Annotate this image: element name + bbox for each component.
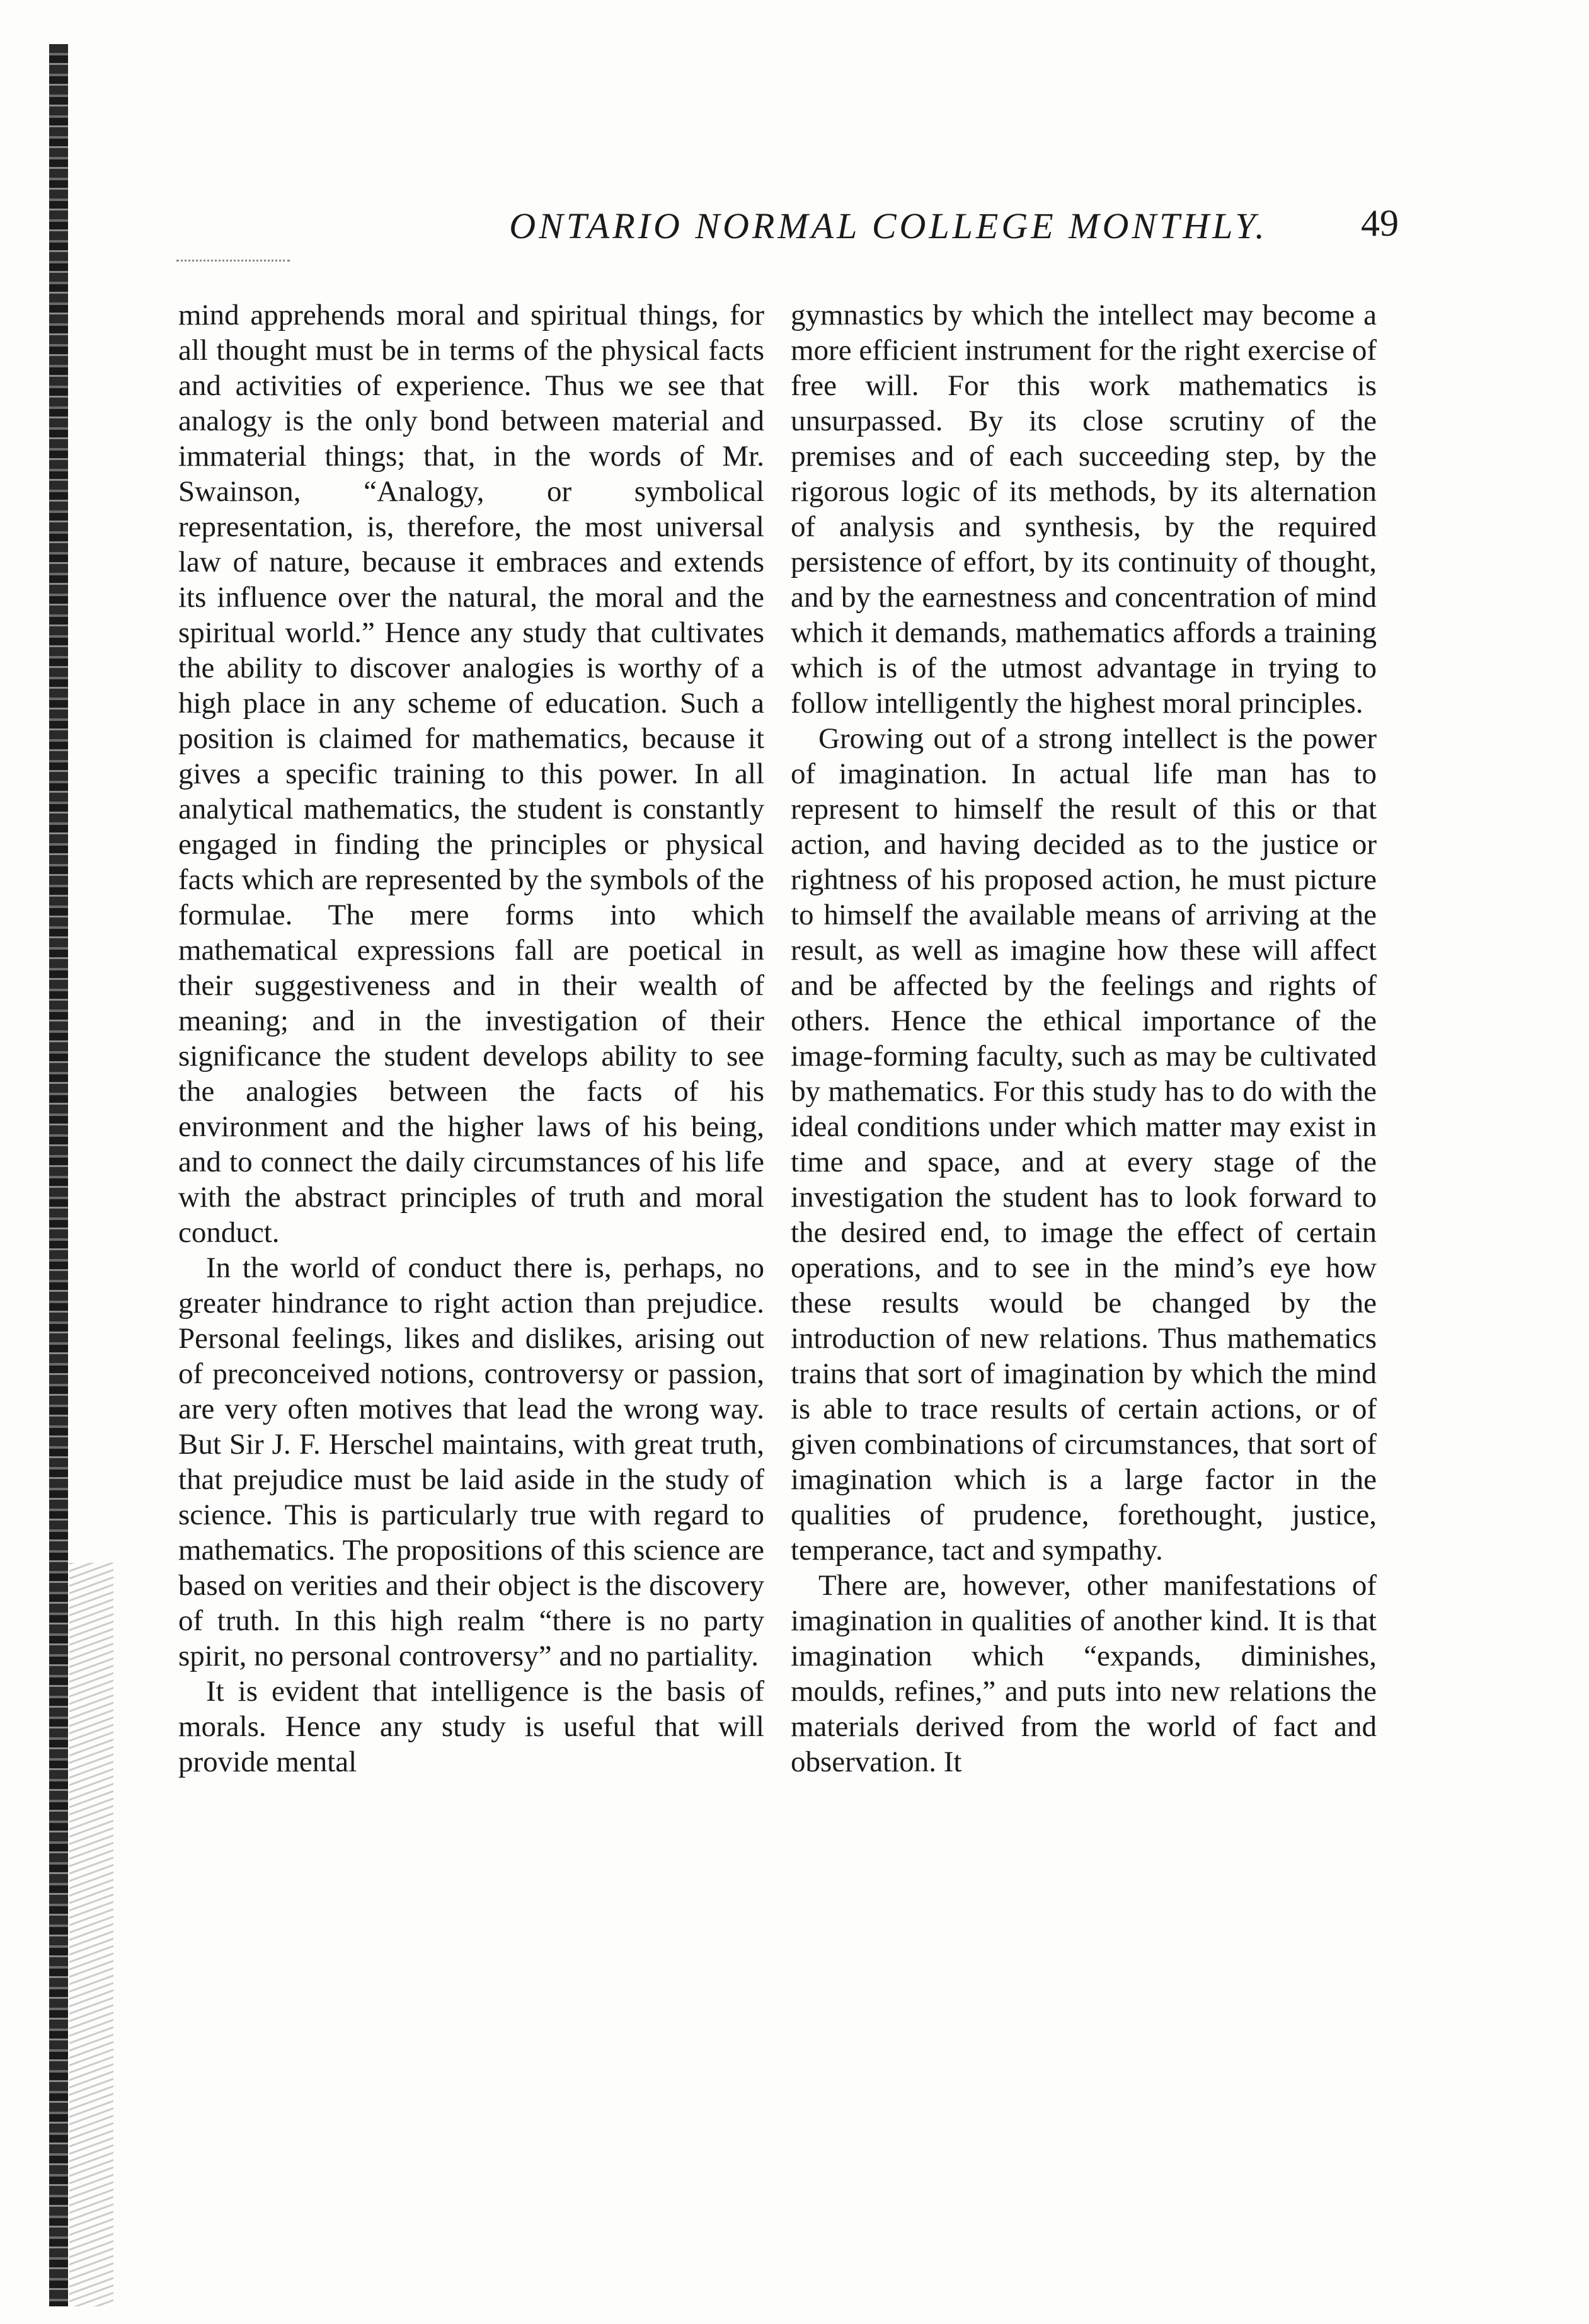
running-title: ONTARIO NORMAL COLLEGE MONTHLY. [509,205,1268,246]
left-paragraph-2: In the world of conduct there is, perhaps, no greater hindrance to right action than prejudice. Personal feelings, likes and dislikes, arising out of preconceived notions, controversy or passion, are very often motives that lead the wrong way. But Sir J. F. Herschel maintains, with great truth, that prejudice must be laid aside in the study of science. This is particularly true with regard to mathematics. The propositions of this science are based on verities and their object is the discovery of truth. In this high realm “there is no party spirit, no personal controversy” and no partiality. [178,1251,764,1672]
right-paragraph-2: Growing out of a strong intellect is the power of imagination. In actual life man has to represent to himself the result of this or that action, and having decided as to the justice or rightness of his proposed action, he must picture to himself the available means of arriving at the result, as well as imagine how these will affect and be affected by the feelings and rights of others. Hence the ethical importance of the image-forming faculty, such as may be cultivated by mathematics. For this study has to do with the ideal conditions under which matter may exist in time and space, and at every stage of the investigation the student has to look forward to the desired end, to image the effect of certain operations, and to see in the mind’s eye how these results would be changed by the introduction of new relations. Thus mathematics trains that sort of imagination by which the mind is able to trace results of certain actions, or of given combinations of circumstances, that sort of imagination which is a large factor in the qualities of prudence, forethought, justice, temperance, tact and sympathy. [791,722,1377,1567]
left-column [178,297,764,1780]
right-column [791,297,1377,1780]
header-rule [176,260,290,265]
binding-speckle [69,1563,113,2306]
left-paragraph-3: It is evident that intelligence is the basis of morals. Hence any study is useful that will provide mental [178,1675,764,1778]
left-paragraph-1: mind apprehends moral and spiritual things, for all thought must be in terms of the physical facts and activities of experience. Thus we see that analogy is the only bond between material and immaterial things; that, in the words of Mr. Swainson, “Analogy, or symbolical representation, is, therefore, the most universal law of nature, because it embraces and extends its influence over the natural, the moral and the spiritual world.” Hence any study that cultivates the ability to discover analogies is worthy of a high place in any scheme of education. Such a position is claimed for mathematics, because it gives a specific training to this power. In all analytical mathematics, the student is constantly engaged in finding the principles or physical facts which are represented by the symbols of the formulae. The mere forms into which mathematical expressions fall are poetical in their suggestiveness and in their wealth of meaning; and in the investigation of their significance the student develops ability to see the analogies between the facts of his environment and the higher laws of his being, and to connect the daily circumstances of his life with the abstract principles of truth and moral conduct. [178,299,764,1249]
page-number: 49 [1361,202,1399,244]
binding-edge [49,44,68,2306]
right-paragraph-1: gymnastics by which the intellect may become a more efficient instrument for the right exercise of free will. For this work mathematics is unsurpassed. By its close scrutiny of the premises and of each succeeding step, by the rigorous logic of its methods, by its alternation of analysis and synthesis, by the required persistence of effort, by its continuity of thought, and by the earnestness and concentration of mind which it demands, mathematics affords a training which is of the utmost advantage in trying to follow intelligently the highest moral principles. [791,299,1377,720]
right-paragraph-3: There are, however, other manifestations of imagination in qualities of another kind. It is that imagination which “expands, diminishes, moulds, refines,” and puts into new relations the materials derived from the world of fact and observation. It [791,1569,1377,1778]
